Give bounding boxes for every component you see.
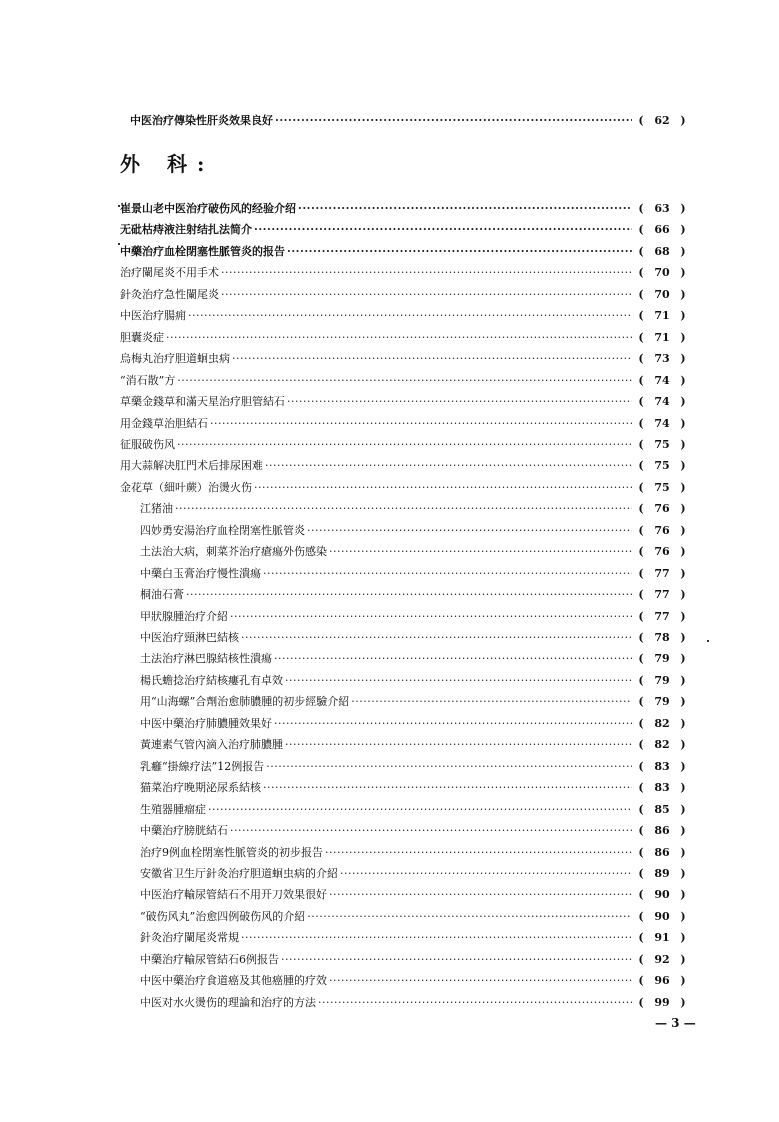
entry-title: 針灸治疗急性闌尾炎 [120,287,219,301]
entry-page: 83 [654,759,670,773]
toc-entry: 安徽省卫生厅針灸治疗胆道蛔虫病的介紹 ····· ( 89 ) [140,867,690,881]
entry-page: 79 [654,652,670,666]
entry-page: 75 [654,480,670,494]
entry-page: 62 [654,114,670,127]
leader-dots [208,803,632,817]
toc-entry: 土法治疗淋巴腺結核性潰瘍 ····· ( 79 ) [140,652,690,666]
entry-page: 79 [654,695,670,709]
toc-entry: 无砒枯痔液注射结扎法简介 ····· ( 66 ) [120,223,690,237]
entry-title: 中医治疗腸痈 [120,309,186,323]
entry-page: 70 [654,266,670,280]
toc-entry: 江猪油 ····· ( 76 ) [140,502,690,516]
toc-entry: “破伤风丸”治愈四例破伤风的介紹 ····· ( 90 ) [140,910,690,924]
toc-entry: 中藥治疗血栓閉塞性脈管炎的报告 ····· ( 68 ) [120,245,690,259]
leader-dots [298,202,632,216]
entry-title: 治疗9例血栓閉塞性脈管炎的初步报告 [140,845,323,859]
leader-dots [274,652,632,666]
entry-title: 中医治疗頸淋巴結核 [140,631,239,644]
leader-dots [177,438,632,452]
toc-entry: 中医治疗輸尿管結石不用开刀效果很好 ····· ( 90 ) [140,888,690,902]
leader-dots [287,245,632,259]
leader-dots [166,331,632,345]
entry-page: 82 [654,738,670,752]
toc-entry: 甲狀腺腫治疗介紹 ····· ( 77 ) [140,610,690,624]
entry-title: 乳癰“掛線疗法”12例报告 [140,759,265,773]
leader-dots [177,374,632,388]
entry-title: 中医治疗傳染性肝炎效果良好 [130,114,273,127]
toc-entry: 猫菜治疗晚期泌尿系結核 ····· ( 83 ) [140,781,690,795]
entry-title: 草藥金錢草和滿天星治疗胆管結石 [120,395,285,409]
entry-title: 中医中藥治疗食道癌及其他癌腫的疗效 [140,974,327,988]
entry-page: 74 [654,416,670,430]
toc-entry: 中医治疗頸淋巴結核 ····· ( 78 ) [140,631,690,645]
entry-title: 金花草（細叶蕨）治燙火伤 [120,480,252,494]
toc-entry: 中医中藥治疗食道癌及其他癌腫的疗效 ····· ( 96 ) [140,974,690,988]
entry-title: 甲狀腺腫治疗介紹 [140,609,228,623]
entry-page: 78 [654,631,670,644]
entry-page: 73 [654,352,670,366]
entry-title: 治疗闌尾炎不用手术 [120,266,219,280]
toc-entry: “消石散”方 ····· ( 74 ) [120,374,690,388]
entry-page: 75 [654,459,670,473]
entry-page: 75 [654,437,670,451]
entry-page: 96 [654,974,670,988]
entry-page: 92 [654,952,670,966]
entry-page: 71 [654,309,670,323]
entry-title: 生殖器腫瘤症 [140,802,206,816]
page-number: — 3 — [655,1016,696,1030]
leader-dots [230,610,632,624]
entry-page: 91 [654,931,670,945]
leader-dots [325,846,632,860]
toc-entry: 針灸治疗闌尾炎常規 ····· ( 91 ) [140,931,690,945]
entry-title: 用“山海螺”合劑治愈肺膿腫的初步經驗介紹 [140,695,350,709]
entry-title: 征服破伤风 [120,437,175,451]
leader-dots [329,888,632,902]
toc-entry: 治疗闌尾炎不用手术 ····· ( 70 ) [120,266,690,280]
entry-page: 66 [654,223,670,237]
entry-title: 中藥治疗血栓閉塞性脈管炎的报告 [120,244,285,258]
entry-title: 桐油石膏 [140,588,184,602]
entry-title: 江猪油 [140,502,173,516]
leader-dots [329,545,632,559]
leader-dots [307,910,632,924]
entry-title: 安徽省卫生厅針灸治疗胆道蛔虫病的介紹 [140,866,338,880]
toc-entry: 土法治大病，刺菜芥治疗瘡瘍外伤感染 ····· ( 76 ) [140,545,690,559]
entry-title: 四妙勇安湯治疗血栓閉塞性脈管炎 [140,523,305,537]
entry-page: 99 [654,995,670,1009]
entry-page: 63 [654,202,670,215]
leader-dots [307,524,632,538]
entry-page: 71 [654,330,670,344]
toc-entry: 中医治疗腸痈 ····· ( 71 ) [120,309,690,323]
leader-dots [351,695,632,709]
entry-page: 82 [654,716,670,730]
leader-dots [274,717,632,731]
entry-title: 中藥白玉膏治疗慢性潰瘍 [140,566,261,580]
entry-page: 74 [654,373,670,387]
entry-page: 77 [654,609,670,623]
entry-page: 79 [654,673,670,687]
leader-dots [186,588,632,602]
entry-page: 85 [654,802,670,816]
toc-entry: 征服破伤风 ····· ( 75 ) [120,438,690,452]
entry-title: 猫菜治疗晚期泌尿系結核 [140,781,261,795]
entry-page: 68 [654,244,670,258]
entry-page: 70 [654,287,670,301]
toc-entry: 治疗9例血栓閉塞性脈管炎的初步报告 ····· ( 86 ) [140,846,690,860]
leader-dots [254,223,632,237]
toc-entry: 楊氏蟾捻治疗結核瘻孔有卓效 ····· ( 79 ) [140,674,690,688]
leader-dots [241,931,632,945]
entry-page: 76 [654,502,670,516]
toc-entry: 中藥治疗膀胱結石 ····· ( 86 ) [140,824,690,838]
leader-dots [285,738,632,752]
entry-title: 中医治疗輸尿管結石不用开刀效果很好 [140,888,327,902]
toc-entry: 烏梅丸治疗胆道蛔虫病 ····· ( 73 ) [120,352,690,366]
entry-title: 楊氏蟾捻治疗結核瘻孔有卓效 [140,673,283,687]
leader-dots [175,502,632,516]
toc-entry: 生殖器腫瘤症 ····· ( 85 ) [140,803,690,817]
leader-dots [254,481,632,495]
entry-title: 土法治大病，刺菜芥治疗瘡瘍外伤感染 [140,545,327,559]
leader-dots [329,974,632,988]
toc-entry: 用金錢草治胆結石 ····· ( 74 ) [120,417,690,431]
entry-title: 土法治疗淋巴腺結核性潰瘍 [140,652,272,666]
leader-dots [281,953,632,967]
toc-entry: 中藥治疗輸尿管結石6例报告 ····· ( 92 ) [140,953,690,967]
toc-entry: 草藥金錢草和滿天星治疗胆管結石 ····· ( 74 ) [120,395,690,409]
entry-title: 中藥治疗膀胱結石 [140,824,228,838]
entry-page: 74 [654,395,670,409]
section-heading: 外 科: [120,152,215,176]
leader-dots [230,824,632,838]
toc-entry: 中医对水火燙伤的理論和治疗的方法 ····· ( 99 ) [140,996,690,1010]
toc-entry: 用“山海螺”合劑治愈肺膿腫的初步經驗介紹 ····· ( 79 ) [140,695,690,709]
leader-dots [275,114,632,128]
leader-dots [263,781,632,795]
entry-page: 76 [654,545,670,559]
entry-page: 83 [654,781,670,795]
leader-dots [318,996,632,1010]
leader-dots [232,352,632,366]
leader-dots [241,631,632,645]
entry-title: “破伤风丸”治愈四例破伤风的介紹 [140,909,306,923]
entry-title: 用大蒜解决肛門术后排尿困难 [120,459,263,473]
leader-dots [221,266,632,280]
entry-title: 中藥治疗輸尿管結石6例报告 [140,952,279,966]
entry-title: “消石散”方 [120,373,176,387]
toc-entry: 黃連素气管內滴入治疗肺膿腫 ····· ( 82 ) [140,738,690,752]
toc-entry: 中藥白玉膏治疗慢性潰瘍 ····· ( 77 ) [140,567,690,581]
entry-title: 胆囊炎症 [120,330,164,344]
entry-title: 崔景山老中医治疗破伤风的经验介绍 [120,202,296,215]
toc-entry: 崔景山老中医治疗破伤风的经验介绍 ····· ( 63 ) [120,202,690,216]
leader-dots [265,459,632,473]
entry-page: 77 [654,566,670,580]
entry-title: 中医对水火燙伤的理論和治疗的方法 [140,995,316,1009]
leader-dots [287,395,632,409]
leader-dots [263,567,632,581]
leader-dots [340,867,632,881]
toc-entry: 金花草（細叶蕨）治燙火伤 ····· ( 75 ) [120,481,690,495]
toc-entry: 四妙勇安湯治疗血栓閉塞性脈管炎 ····· ( 76 ) [140,524,690,538]
scan-speck [707,640,709,642]
entry-page: 89 [654,866,670,880]
entry-page: 90 [654,888,670,902]
entry-title: 用金錢草治胆結石 [120,416,208,430]
leader-dots [266,760,632,774]
leader-dots [285,674,632,688]
entry-page: 77 [654,588,670,602]
entry-title: 无砒枯痔液注射结扎法简介 [120,223,252,237]
entry-title: 中医中藥治疗肺膿腫效果好 [140,716,272,730]
toc-entry: 乳癰“掛線疗法”12例报告 ····· ( 83 ) [140,760,690,774]
toc-entry: 胆囊炎症 ····· ( 71 ) [120,331,690,345]
toc-entry: 用大蒜解决肛門术后排尿困难 ····· ( 75 ) [120,459,690,473]
toc-entry: 中医中藥治疗肺膿腫效果好 ····· ( 82 ) [140,717,690,731]
toc-entry-top: 中医治疗傳染性肝炎效果良好 ····· ( 62 ) [130,114,690,128]
entry-title: 烏梅丸治疗胆道蛔虫病 [120,352,230,366]
toc-entry: 桐油石膏 ····· ( 77 ) [140,588,690,602]
toc-entry: 針灸治疗急性闌尾炎 ····· ( 70 ) [120,288,690,302]
entry-page: 90 [654,909,670,923]
entry-title: 黃連素气管內滴入治疗肺膿腫 [140,738,283,752]
entry-page: 76 [654,523,670,537]
leader-dots [188,309,632,323]
scan-speck [118,205,120,207]
entry-page: 86 [654,824,670,838]
scan-speck [118,243,120,245]
entry-title: 針灸治疗闌尾炎常規 [140,931,239,945]
leader-dots [221,288,632,302]
leader-dots [210,417,632,431]
entry-page: 86 [654,845,670,859]
